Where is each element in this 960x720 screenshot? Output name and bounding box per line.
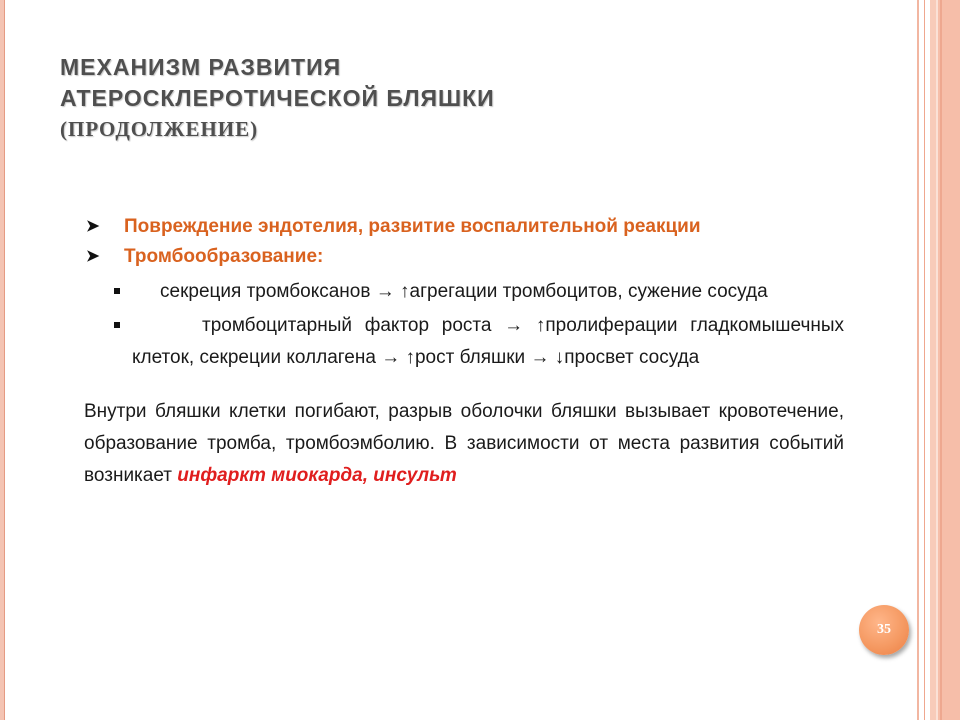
arrowhead-bullet-icon: ➤ xyxy=(86,248,100,265)
slide-title-line-3: (ПРОДОЛЖЕНИЕ) xyxy=(60,117,259,141)
slide-left-border xyxy=(0,0,5,720)
slide-title-line-2: АТЕРОСКЛЕРОТИЧЕСКОЙ БЛЯШКИ xyxy=(60,85,495,111)
sub-bullet-item xyxy=(132,310,844,374)
bullet-item xyxy=(84,212,844,242)
slide-right-border-line xyxy=(917,0,919,720)
square-bullet-icon xyxy=(114,322,120,328)
sub-bullet-item xyxy=(132,276,844,308)
slide-content xyxy=(84,212,844,492)
slide-title xyxy=(60,52,660,144)
slide-right-border-stripe xyxy=(940,0,942,720)
bullet-text: Повреждение эндотелия, развитие воспалительной реакции xyxy=(124,216,701,237)
body-paragraph xyxy=(84,396,844,492)
paragraph-text: Внутри бляшки клетки погибают, разрыв оболочки бляшки вызывает кровотечение, образование тромба, тромбоэмболию. В зависимости от места развития событий возникает xyxy=(84,401,844,486)
bullet-item xyxy=(84,242,844,272)
page-number-badge xyxy=(859,605,909,655)
slide-title-line-1: МЕХАНИЗМ РАЗВИТИЯ xyxy=(60,54,342,80)
page-number: 35 xyxy=(877,622,891,637)
paragraph-highlight: инфаркт миокарда, инсульт xyxy=(177,465,457,486)
square-bullet-icon xyxy=(114,288,120,294)
slide-right-border-band xyxy=(930,0,960,720)
slide-right-border-line xyxy=(924,0,925,720)
sub-bullet-text: секреция тромбоксанов → ↑агрегации тромбоцитов, сужение сосуда xyxy=(160,281,768,302)
sub-bullet-text: тромбоцитарный фактор роста → ↑пролиферации гладкомышечных клеток, секреции коллагена → ↑рост бляшки → ↓просвет сосуда xyxy=(132,315,844,368)
arrowhead-bullet-icon: ➤ xyxy=(86,218,100,235)
bullet-text: Тромбообразование: xyxy=(124,246,324,267)
